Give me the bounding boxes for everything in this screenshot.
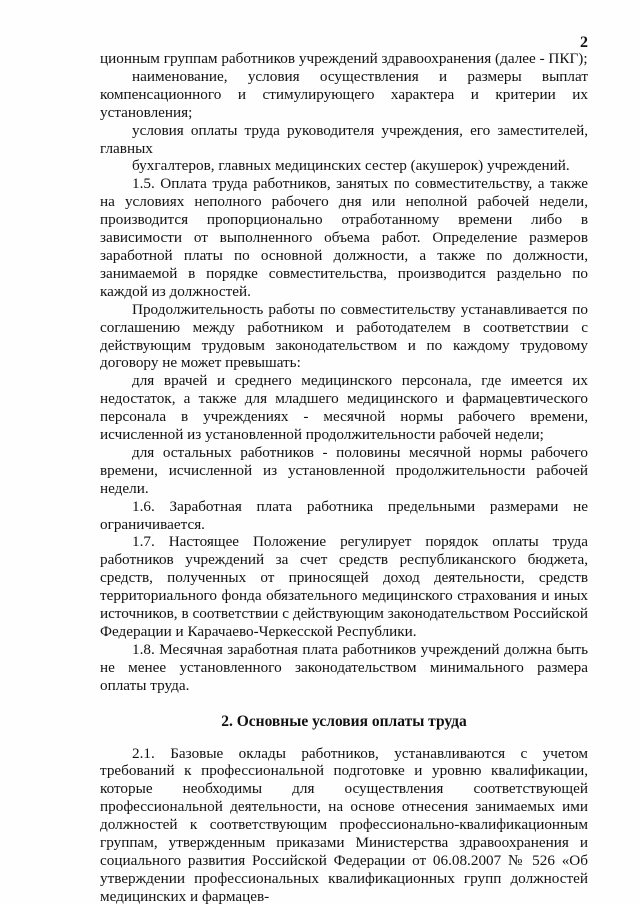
paragraph-other-workers-limit: для остальных работников - половины месячной нормы рабочего времени, исчисленной из установленной продолжительности рабочей недели. [100, 443, 588, 497]
paragraph-pkg-continuation: ционным группам работников учреждений здравоохранения (далее - ПКГ); [100, 50, 588, 67]
paragraph-1-6: 1.6. Заработная плата работника предельными размерами не ограничивается. [100, 497, 588, 533]
paragraph-doctors-limit: для врачей и среднего медицинского персонала, где имеется их недостаток, а также для младшего медицинского и фармацевтического персонала в учреждениях - месячной нормы рабочего времени, исчисленной из установленной продолжительности рабочей недели; [100, 372, 588, 444]
section-heading: 2. Основные условия оплаты труда [221, 712, 467, 730]
paragraph-chief-accountants: бухгалтеров, главных медицинских сестер (акушерок) учреждений. [132, 157, 570, 175]
document-body [100, 50, 588, 906]
paragraph-1-5: 1.5. Оплата труда работников, занятых по совместительству, а также на условиях неполного рабочего дня или неполной рабочей недели, производится пропорционально отработанному времени либо в зависимости от выполненного объема работ. Определение размеров заработной платы по основной должности, а также по должности, занимаемой в порядке совместительства, производится раздельно по каждой из должностей. [100, 175, 588, 300]
paragraph-payment-names: наименование, условия осуществления и размеры выплат компенсационного и стимулирующего характера и критерии их установления; [100, 67, 588, 121]
paragraph-2-1: 2.1. Базовые оклады работников, устанавливаются с учетом требований к профессиональной подготовке и уровню квалификации, которые необходимы для осуществления соответствующей профессиональной деятельности, на основе отнесения занимаемых ими должностей к соответствующим профессионально-квалификационным группам, утвержденным приказами Министерства здравоохранения и социального развития Российской Федерации от 06.08.2007 № 526 «Об утверждении профессиональных квалификационных групп должностей медицинских и фармацев- [100, 744, 588, 905]
page-number: 2 [580, 34, 588, 51]
paragraph-head-pay-conditions: условия оплаты труда руководителя учреждения, его заместителей, главных [100, 121, 588, 157]
paragraph-1-8: 1.8. Месячная заработная плата работников учреждений должна быть не менее установленного законодательством минимального размера оплаты труда. [100, 640, 588, 694]
paragraph-part-time-duration: Продолжительность работы по совместительству устанавливается по соглашению между работником и работодателем в соответствии с действующим трудовым законодательством и по каждому трудовому договору не может превышать: [100, 300, 588, 372]
paragraph-1-7: 1.7. Настоящее Положение регулирует порядок оплаты труда работников учреждений за счет средств республиканского бюджета, средств, полученных от приносящей доход деятельности, средств территориального фонда обязательного медицинского страхования и иных источников, в соответствии с действующим законодательством Российской Федерации и Карачаево-Черкесской Республики. [100, 533, 588, 640]
